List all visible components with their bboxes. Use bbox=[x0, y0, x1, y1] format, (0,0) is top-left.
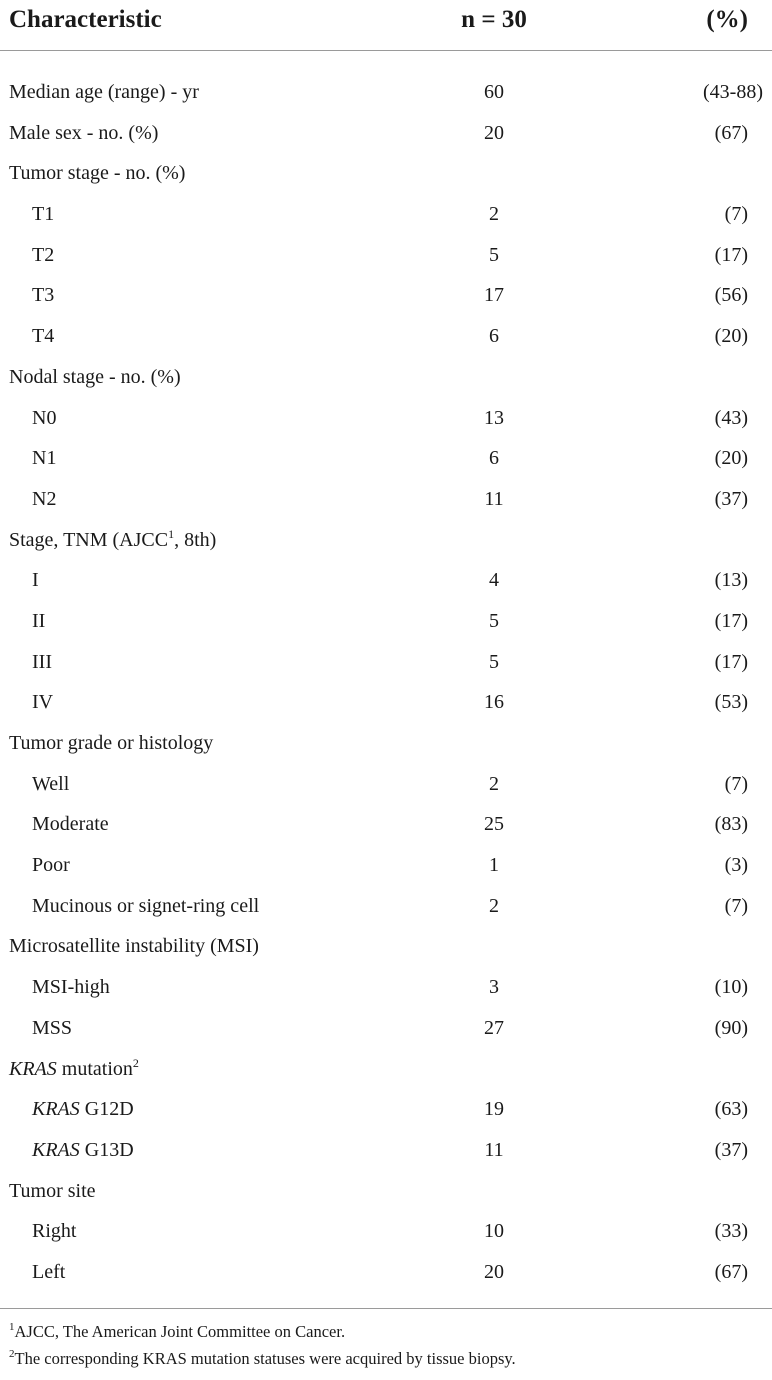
mutation-name: G12D bbox=[79, 1098, 134, 1121]
row-n: 60 bbox=[484, 81, 504, 103]
table-row bbox=[0, 194, 772, 235]
row-percent: (37) bbox=[714, 1138, 748, 1161]
row-percent: (37) bbox=[714, 487, 748, 510]
table-row bbox=[0, 560, 772, 601]
row-percent: (13) bbox=[714, 569, 748, 592]
table-row-group bbox=[0, 926, 772, 967]
row-label: N1 bbox=[32, 447, 57, 470]
group-label: Nodal stage - no. (%) bbox=[9, 365, 181, 388]
row-percent: (43-88) bbox=[703, 81, 763, 103]
table-row-group bbox=[0, 357, 772, 398]
row-n: 5 bbox=[489, 609, 499, 632]
table-row bbox=[0, 275, 772, 316]
row-percent: (7) bbox=[724, 203, 748, 226]
row-percent: (10) bbox=[714, 976, 748, 999]
row-label: T4 bbox=[32, 325, 55, 348]
group-label: Tumor grade or histology bbox=[9, 732, 214, 754]
row-n: 6 bbox=[489, 325, 499, 348]
table-row bbox=[0, 235, 772, 276]
row-percent: (20) bbox=[714, 325, 748, 348]
row-n: 17 bbox=[484, 284, 504, 307]
group-label-text: Stage, TNM (AJCC bbox=[9, 528, 169, 551]
row-label: T3 bbox=[32, 284, 55, 307]
row-n: 11 bbox=[484, 1138, 504, 1161]
row-label: Poor bbox=[32, 854, 70, 877]
table-row bbox=[0, 1130, 772, 1171]
footnote-marker: 2 bbox=[132, 1055, 139, 1070]
row-label: MSS bbox=[32, 1016, 73, 1039]
table-row bbox=[0, 438, 772, 479]
row-n: 4 bbox=[489, 569, 499, 592]
table-row-group bbox=[0, 1049, 772, 1090]
row-n: 13 bbox=[484, 406, 504, 429]
row-label: T1 bbox=[32, 203, 55, 226]
footnote-text: AJCC, The American Joint Committee on Cancer. bbox=[14, 1321, 346, 1341]
table-row bbox=[0, 316, 772, 357]
row-label: III bbox=[32, 650, 52, 673]
table-row bbox=[0, 1089, 772, 1130]
row-label bbox=[32, 1089, 134, 1130]
table-row bbox=[0, 398, 772, 439]
table-row bbox=[0, 764, 772, 805]
row-label: MSI-high bbox=[32, 976, 110, 999]
row-n: 11 bbox=[484, 487, 504, 510]
row-n: 2 bbox=[489, 894, 499, 917]
row-n: 19 bbox=[484, 1098, 504, 1121]
footnote-marker: 2 bbox=[9, 1347, 15, 1360]
row-label: I bbox=[32, 569, 39, 592]
group-label-text-end: , 8th) bbox=[174, 528, 217, 551]
row-n: 16 bbox=[484, 691, 504, 714]
row-n: 3 bbox=[489, 976, 499, 999]
row-n: 1 bbox=[489, 854, 499, 877]
row-label: Median age (range) - yr bbox=[9, 81, 199, 103]
group-label-text: mutation bbox=[56, 1057, 133, 1080]
row-n: 25 bbox=[484, 813, 504, 836]
row-label: Moderate bbox=[32, 813, 109, 836]
row-label: Left bbox=[32, 1260, 66, 1283]
row-label: IV bbox=[32, 691, 54, 714]
row-percent: (67) bbox=[714, 1260, 748, 1283]
table-row bbox=[0, 1211, 772, 1252]
table-row bbox=[0, 642, 772, 683]
row-percent: (53) bbox=[714, 691, 748, 714]
table-row bbox=[0, 804, 772, 845]
table-row bbox=[0, 72, 772, 113]
footnote bbox=[0, 1345, 772, 1372]
row-n: 6 bbox=[489, 447, 499, 470]
table-row-group bbox=[0, 723, 772, 764]
table-row bbox=[0, 479, 772, 520]
table-row bbox=[0, 1008, 772, 1049]
row-label: Right bbox=[32, 1220, 77, 1243]
footnote bbox=[0, 1318, 772, 1345]
gene-name: KRAS bbox=[32, 1098, 80, 1121]
row-percent: (3) bbox=[724, 854, 748, 877]
row-label: N0 bbox=[32, 406, 57, 429]
table-row bbox=[0, 1252, 772, 1293]
row-percent: (17) bbox=[714, 650, 748, 673]
footnote-marker: 1 bbox=[9, 1320, 15, 1333]
row-percent: (43) bbox=[714, 406, 748, 429]
row-n: 2 bbox=[489, 203, 499, 226]
row-percent: (7) bbox=[724, 772, 748, 795]
table-row bbox=[0, 601, 772, 642]
mutation-name: G13D bbox=[79, 1138, 134, 1161]
row-n: 2 bbox=[489, 772, 499, 795]
group-label: Microsatellite instability (MSI) bbox=[9, 935, 259, 958]
group-label: Tumor stage - no. (%) bbox=[9, 162, 186, 185]
header-characteristic: Characteristic bbox=[9, 6, 162, 33]
row-percent: (17) bbox=[714, 609, 748, 632]
group-label: Tumor site bbox=[9, 1179, 96, 1202]
row-percent: (33) bbox=[714, 1220, 748, 1243]
row-label: Male sex - no. (%) bbox=[9, 121, 159, 144]
row-label bbox=[32, 1130, 134, 1171]
group-label bbox=[9, 1049, 139, 1090]
table-row-group bbox=[0, 153, 772, 194]
table-row bbox=[0, 113, 772, 154]
row-percent: (67) bbox=[714, 121, 748, 144]
row-n: 27 bbox=[484, 1016, 504, 1039]
row-n: 20 bbox=[484, 121, 504, 144]
table-footnotes bbox=[0, 1309, 772, 1372]
table-row bbox=[0, 967, 772, 1008]
gene-name: KRAS bbox=[32, 1138, 80, 1161]
row-percent: (90) bbox=[714, 1016, 748, 1039]
row-label: II bbox=[32, 609, 46, 632]
row-label: Mucinous or signet-ring cell bbox=[32, 894, 260, 917]
table-body bbox=[0, 51, 772, 1293]
table-row bbox=[0, 845, 772, 886]
table-header bbox=[0, 0, 772, 51]
gene-name: KRAS bbox=[9, 1057, 57, 1080]
group-label bbox=[9, 520, 216, 561]
header-percent: (%) bbox=[706, 6, 748, 33]
row-percent: (7) bbox=[724, 894, 748, 917]
table-row bbox=[0, 886, 772, 927]
row-n: 10 bbox=[484, 1220, 504, 1243]
row-label: Well bbox=[32, 772, 70, 795]
row-n: 5 bbox=[489, 243, 499, 266]
row-percent: (63) bbox=[714, 1098, 748, 1121]
row-label: T2 bbox=[32, 243, 55, 266]
row-n: 5 bbox=[489, 650, 499, 673]
table-row-group bbox=[0, 1171, 772, 1212]
footnote-text: The corresponding KRAS mutation statuses were acquired by tissue biopsy. bbox=[14, 1348, 516, 1368]
row-label: N2 bbox=[32, 487, 57, 510]
table-row bbox=[0, 682, 772, 723]
header-n: n = 30 bbox=[461, 6, 527, 33]
table-row-group bbox=[0, 520, 772, 561]
row-percent: (20) bbox=[714, 447, 748, 470]
row-n: 20 bbox=[484, 1260, 504, 1283]
row-percent: (17) bbox=[714, 243, 748, 266]
row-percent: (56) bbox=[714, 284, 748, 307]
row-percent: (83) bbox=[714, 813, 748, 836]
footnote-marker: 1 bbox=[168, 526, 175, 541]
